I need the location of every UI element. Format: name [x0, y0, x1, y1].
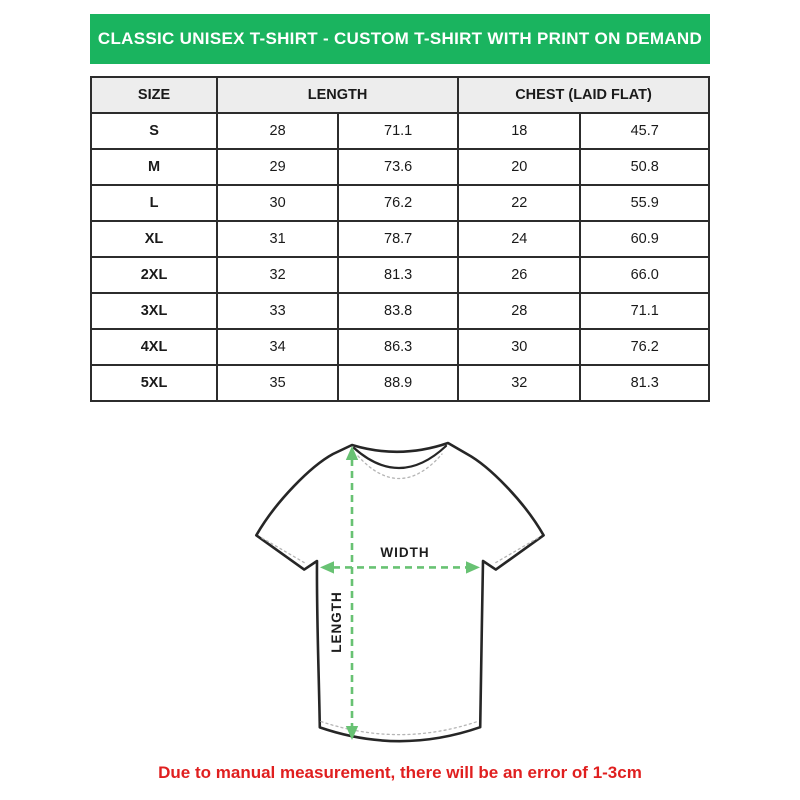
length-cm: 88.9	[338, 365, 458, 401]
measurement-disclaimer: Due to manual measurement, there will be an error of 1-3cm	[158, 763, 642, 782]
length-inches: 29	[217, 149, 338, 185]
size-row-l	[91, 185, 709, 221]
tshirt-outline	[256, 443, 543, 741]
length-cm: 73.6	[338, 149, 458, 185]
size-row-3xl	[91, 293, 709, 329]
chest-inches: 24	[458, 221, 580, 257]
size-label: 2XL	[91, 257, 217, 293]
chest-cm: 66.0	[580, 257, 709, 293]
size-row-2xl	[91, 257, 709, 293]
tshirt-diagram-icon	[241, 426, 559, 760]
chest-inches: 32	[458, 365, 580, 401]
size-label: 5XL	[91, 365, 217, 401]
header-row	[91, 77, 709, 113]
title-banner	[90, 14, 710, 64]
column-header-length: LENGTH	[217, 77, 458, 113]
size-row-4xl	[91, 329, 709, 365]
chest-inches: 28	[458, 293, 580, 329]
size-row-5xl	[91, 365, 709, 401]
length-cm: 78.7	[338, 221, 458, 257]
length-inches: 30	[217, 185, 338, 221]
size-label: M	[91, 149, 217, 185]
width-arrow-label: WIDTH	[380, 545, 430, 560]
chest-inches: 30	[458, 329, 580, 365]
chest-cm: 50.8	[580, 149, 709, 185]
length-cm: 83.8	[338, 293, 458, 329]
column-header-size: SIZE	[91, 77, 217, 113]
column-header-chest: CHEST (LAID FLAT)	[458, 77, 709, 113]
length-arrow-label: LENGTH	[329, 591, 344, 653]
length-cm: 76.2	[338, 185, 458, 221]
length-cm: 71.1	[338, 113, 458, 149]
length-inches: 32	[217, 257, 338, 293]
size-label: 3XL	[91, 293, 217, 329]
size-chart-container	[90, 76, 710, 402]
chest-cm: 71.1	[580, 293, 709, 329]
chest-cm: 60.9	[580, 221, 709, 257]
size-row-xl	[91, 221, 709, 257]
chest-cm: 55.9	[580, 185, 709, 221]
chest-inches: 26	[458, 257, 580, 293]
size-row-s	[91, 113, 709, 149]
page-title: CLASSIC UNISEX T-SHIRT - CUSTOM T-SHIRT WITH PRINT ON DEMAND	[97, 29, 703, 48]
size-label: 4XL	[91, 329, 217, 365]
chest-inches: 20	[458, 149, 580, 185]
chest-inches: 22	[458, 185, 580, 221]
length-inches: 31	[217, 221, 338, 257]
size-label: XL	[91, 221, 217, 257]
chest-cm: 45.7	[580, 113, 709, 149]
chest-inches: 18	[458, 113, 580, 149]
length-cm: 81.3	[338, 257, 458, 293]
chest-cm: 81.3	[580, 365, 709, 401]
size-row-m	[91, 149, 709, 185]
length-cm: 86.3	[338, 329, 458, 365]
chest-cm: 76.2	[580, 329, 709, 365]
length-inches: 33	[217, 293, 338, 329]
size-chart-table	[90, 76, 710, 402]
length-inches: 35	[217, 365, 338, 401]
length-inches: 28	[217, 113, 338, 149]
size-label: S	[91, 113, 217, 149]
length-inches: 34	[217, 329, 338, 365]
size-label: L	[91, 185, 217, 221]
